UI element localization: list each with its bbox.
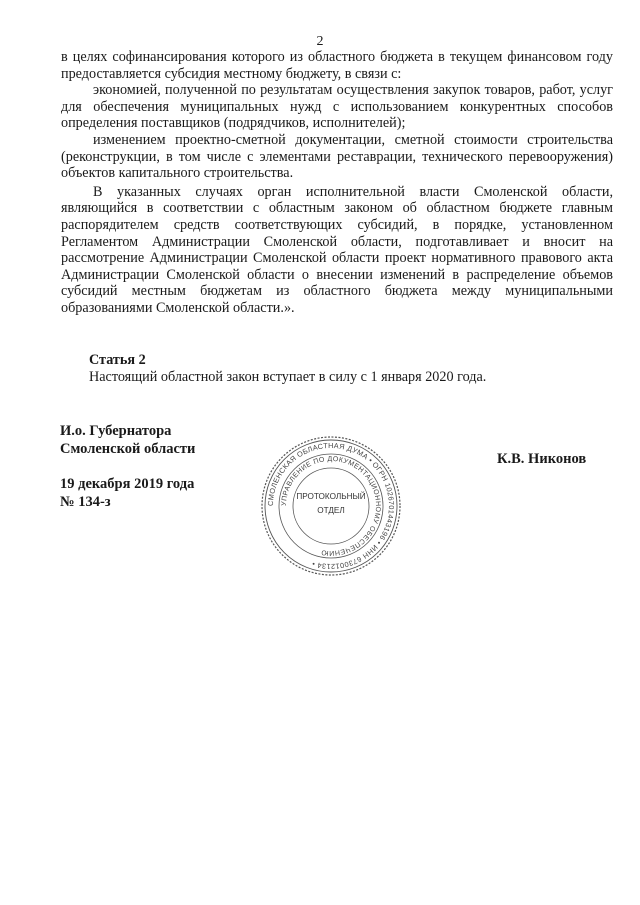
paragraph-design-change: изменением проектно-сметной документации, сметной стоимости строительства (реконструкции, в том числе с элементами реставрации, технического перевооружения) объектов капитального строительства. <box>61 131 613 182</box>
signatory-region: Смоленской области <box>60 440 196 457</box>
signatory-position: И.о. Губернатора <box>60 423 172 439</box>
page-number: 2 <box>316 34 324 49</box>
paragraph-savings: экономией, полученной по результатам осуществления закупок товаров, работ, услуг для обеспечения муниципальных нужд с использованием конкурентных способов определения поставщиков (подрядчиков, исполнителей); <box>61 82 613 132</box>
article-title: Статья 2 <box>89 352 146 368</box>
paragraph-continuation: в целях софинансирования которого из областного бюджета в текущем финансовом году предоставляется субсидия местному бюджету, в связи с: <box>61 49 613 82</box>
signature-block <box>60 423 195 511</box>
body-text <box>61 49 613 317</box>
seal-inner-text: УПРАВЛЕНИЕ ПО ДОКУМЕНТАЦИОННОМУ ОБЕСПЕЧЕНИЮ <box>280 455 382 557</box>
law-date: 19 декабря 2019 года <box>60 476 195 492</box>
official-seal-stamp <box>259 434 403 578</box>
article-2 <box>89 352 486 386</box>
seal-outer-text: СМОЛЕНСКАЯ ОБЛАСТНАЯ ДУМА • ОГРН 1026701443196 • ИНН 6730012134 • <box>265 440 397 572</box>
seal-center-text <box>293 490 369 518</box>
seal-center-line1: ПРОТОКОЛЬНЫЙ <box>296 492 366 501</box>
paragraph-procedure: В указанных случаях орган исполнительной власти Смоленской области, являющийся в соответствии с областным законом об областном бюджете главным распорядителем средств соответствующих субсидий, в порядке, установленном Регламентом Администрации Смоленской области, подготавливает и вносит на рассмотрение Администрации Смоленской области проект нормативного правового акта Администрации Смоленской области о внесении изменений в распределение объемов субсидий местным бюджетам из областного бюджета между муниципальными образованиями Смоленской области.». <box>61 183 613 316</box>
signer-name: К.В. Никонов <box>497 451 587 467</box>
law-number: № 134-з <box>60 493 111 510</box>
seal-center-line2: ОТДЕЛ <box>317 506 345 515</box>
article-text: Настоящий областной закон вступает в силу с 1 января 2020 года. <box>89 369 487 385</box>
